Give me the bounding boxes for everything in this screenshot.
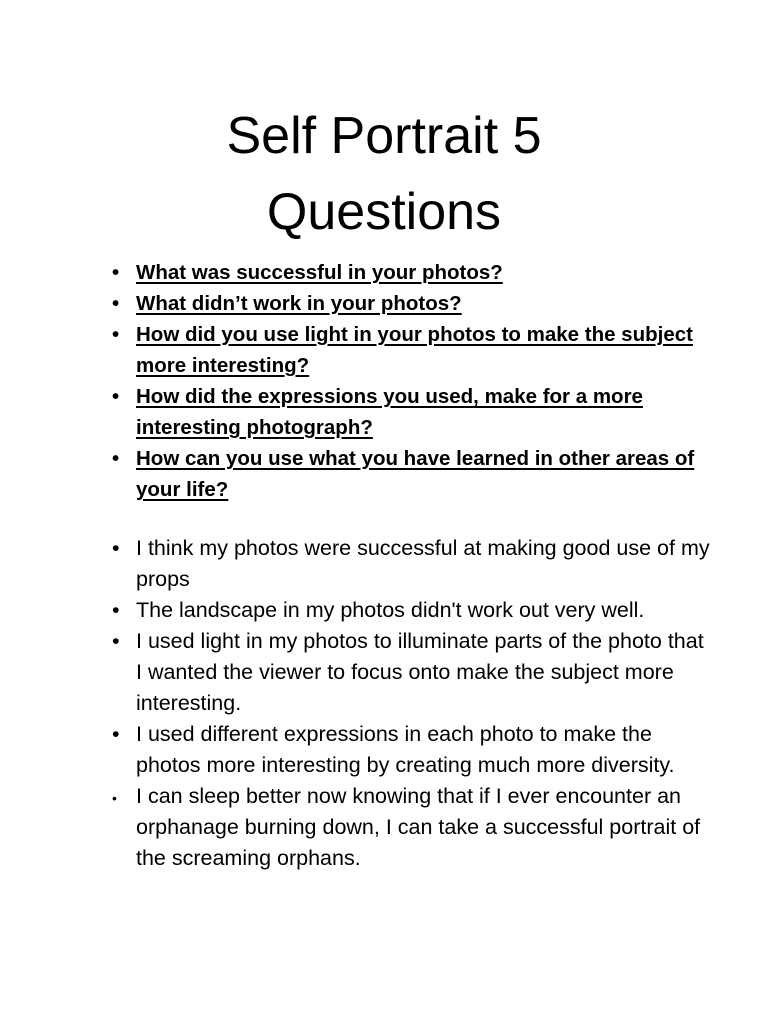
- question-text: What was successful in your photos?: [136, 261, 503, 284]
- answer-text: I think my photos were successful at making good use of my props: [136, 536, 710, 591]
- answer-text: I can sleep better now knowing that if I ever encounter an orphanage burning down, I can take a successful portrait of the screaming orphans.: [136, 784, 701, 870]
- answer-item: [112, 626, 712, 719]
- question-item: [112, 288, 712, 319]
- question-item: [112, 443, 712, 505]
- bullet-icon: •: [112, 790, 117, 806]
- question-text: How did you use light in your photos to make the subject more interesting?: [136, 323, 693, 377]
- bullet-icon: •: [112, 447, 120, 470]
- answer-text: The landscape in my photos didn't work out very well.: [136, 598, 645, 622]
- bullet-icon: •: [112, 629, 120, 653]
- question-text: How did the expressions you used, make for a more interesting photograph?: [136, 385, 643, 439]
- answer-item: [112, 781, 712, 874]
- question-item: [112, 381, 712, 443]
- question-item: [112, 257, 712, 288]
- answer-text: I used different expressions in each photo to make the photos more interesting by creating much more diversity.: [136, 722, 675, 777]
- answer-item: [112, 719, 712, 781]
- title-line-1: Self Portrait 5: [226, 107, 542, 165]
- bullet-icon: •: [112, 261, 120, 284]
- bullet-icon: •: [112, 292, 120, 315]
- bullet-icon: •: [112, 722, 120, 746]
- question-text: What didn’t work in your photos?: [136, 292, 462, 315]
- bullet-icon: •: [112, 323, 120, 346]
- questions-list: [112, 257, 712, 505]
- bullet-icon: •: [112, 385, 120, 408]
- bullet-icon: •: [112, 598, 120, 622]
- question-text: How can you use what you have learned in other areas of your life?: [136, 447, 695, 501]
- page-title: [0, 98, 768, 250]
- answer-item: [112, 595, 712, 626]
- answer-item: [112, 533, 712, 595]
- answers-list: [112, 533, 712, 874]
- title-line-2: Questions: [266, 183, 502, 241]
- answer-text: I used light in my photos to illuminate parts of the photo that I wanted the viewer to focus onto make the subject more interesting.: [136, 629, 704, 715]
- bullet-icon: •: [112, 536, 120, 560]
- question-item: [112, 319, 712, 381]
